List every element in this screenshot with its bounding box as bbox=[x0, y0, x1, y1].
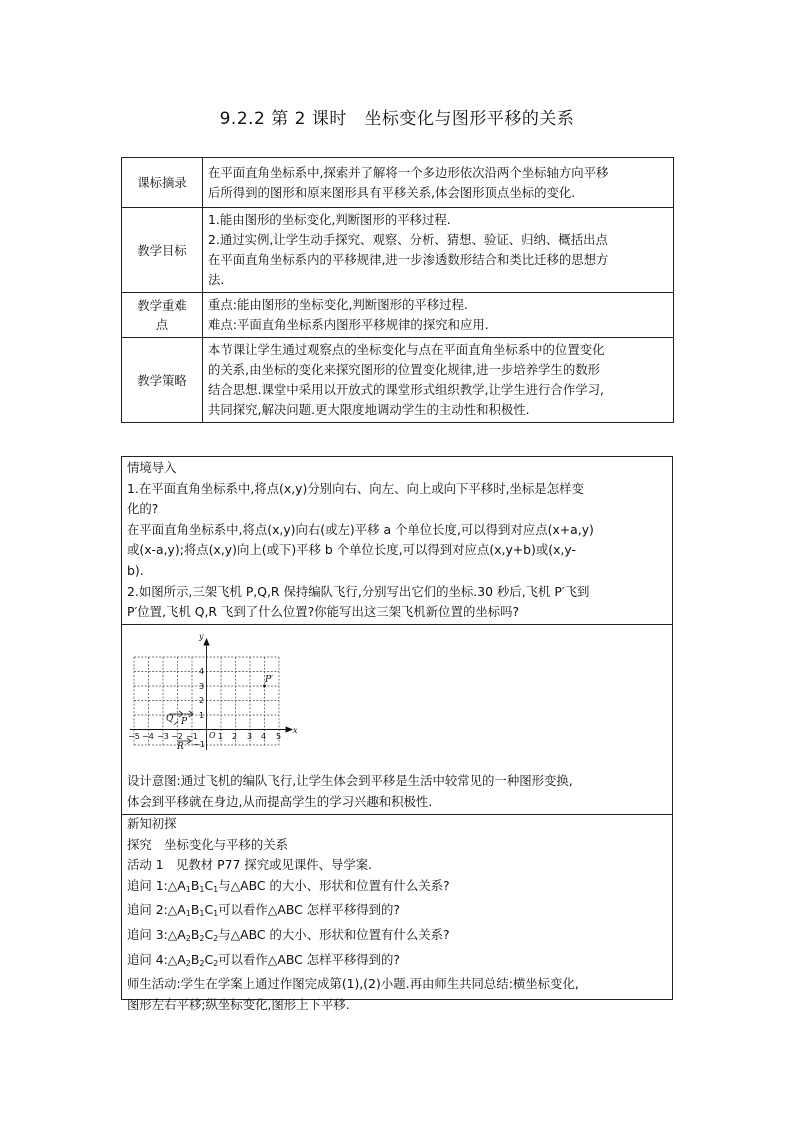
y-tick-label: 1 bbox=[199, 711, 205, 720]
coordinate-graph bbox=[126, 629, 308, 753]
row-label-objectives: 教学目标 bbox=[122, 208, 203, 293]
text-line: 2.如图所示,三架飞机 P,Q,R 保持编队飞行,分别写出它们的坐标.30 秒后,飞机 P′飞到 bbox=[127, 583, 590, 599]
explore-heading: 新知初探 bbox=[127, 816, 177, 831]
row-content-standard bbox=[203, 158, 674, 208]
subscript: 1 bbox=[185, 884, 191, 894]
text-line: 的关系,由坐标的变化来探究图形的位置变化规律,进一步培养学生的数形 bbox=[208, 362, 600, 377]
origin-label: O bbox=[209, 731, 216, 740]
divider bbox=[122, 624, 672, 625]
explore-subheading: 探究 坐标变化与平移的关系 bbox=[127, 836, 289, 852]
lesson-info-table bbox=[121, 157, 674, 423]
subscript: 2 bbox=[199, 933, 205, 943]
q-prefix: 追问 2: bbox=[127, 902, 168, 918]
text-line: 在平面直角坐标系中,将点(x,y)向右(或左)平移 a 个单位长度,可以得到对应点(x+a,y) bbox=[127, 521, 594, 537]
x-tick-label: −4 bbox=[142, 732, 154, 741]
point-label-p-prime: P′ bbox=[265, 675, 274, 685]
point-label-p: P bbox=[181, 717, 188, 727]
x-tick-label: 1 bbox=[218, 732, 224, 741]
row-label-standard: 课标摘录 bbox=[122, 158, 203, 208]
page-title: 9.2.2 第 2 课时 坐标变化与图形平移的关系 bbox=[219, 109, 575, 129]
y-tick-label: 2 bbox=[199, 696, 205, 705]
text-line: 化的? bbox=[127, 501, 159, 517]
text-line: 2.通过实例,让学生动手探究、观察、分析、猜想、验证、归纳、概括出点 bbox=[208, 232, 608, 247]
text-line: 1.能由图形的坐标变化,判断图形的平移过程. bbox=[208, 212, 451, 227]
question-2: 追问 $2:\triangle A_1B_1C_1$可以看作△ABC 怎样平移得到的? bbox=[127, 902, 401, 919]
text-line: 后所得到的图形和原来图形具有平移关系,体会图形顶点坐标的变化. bbox=[208, 184, 576, 200]
y-tick-label: 4 bbox=[199, 667, 205, 676]
text-line: 设计意图:通过飞机的编队飞行,让学生体会到平移是生活中较常见的一种图形变换, bbox=[127, 773, 573, 788]
x-tick-label: −3 bbox=[157, 732, 169, 741]
subscript: 1 bbox=[185, 909, 191, 919]
x-tick-label: −1 bbox=[186, 732, 198, 741]
point-p-prime-marker bbox=[263, 685, 266, 688]
intro-section bbox=[122, 458, 672, 623]
y-axis-label: y bbox=[199, 632, 204, 641]
text-line: 重点:能由图形的坐标变化,判断图形的平移过程. bbox=[208, 297, 468, 312]
text-line: P′位置,飞机 Q,R 飞到了什么位置?你能写出这三架飞机新位置的坐标吗? bbox=[127, 604, 520, 620]
x-tick-label: 2 bbox=[232, 732, 238, 741]
x-tick-label: −2 bbox=[171, 732, 183, 741]
lesson-process-box bbox=[121, 456, 673, 1012]
y-tick-label: 3 bbox=[199, 682, 205, 691]
text-line: 图形左右平移;纵坐标变化,图形上下平移. bbox=[127, 996, 350, 1012]
x-tick-label: −5 bbox=[128, 732, 140, 741]
text-line: 在平面直角坐标系中,探索并了解将一个多边形依次沿两个坐标轴方向平移 bbox=[208, 164, 609, 180]
explore-section bbox=[122, 814, 672, 1015]
subscript: 2 bbox=[185, 958, 191, 968]
subscript: 1 bbox=[199, 884, 205, 894]
subscript: 1 bbox=[199, 909, 205, 919]
subscript: 2 bbox=[213, 958, 219, 968]
q-prefix: 追问 3: bbox=[127, 926, 168, 942]
row-content-keypoints bbox=[203, 293, 674, 338]
intro-heading: 情境导入 bbox=[127, 460, 177, 475]
question-3: 追问 $3:\triangle A_2B_2C_2$与△ABC 的大小、形状和位置有什么关系? bbox=[127, 926, 450, 943]
point-label-r: R bbox=[177, 742, 184, 752]
q-text: 与△ABC 的大小、形状和位置有什么关系? bbox=[218, 926, 450, 942]
row-content-strategy bbox=[203, 338, 674, 423]
text-line: 结合思想.课堂中采用以开放式的课堂形式组织教学,让学生进行合作学习, bbox=[208, 382, 604, 397]
x-tick-label: 5 bbox=[276, 732, 282, 741]
text-line: 或(x-a,y);将点(x,y)向上(或下)平移 b 个单位长度,可以得到对应点(x,y+b)或(x,y- bbox=[127, 542, 576, 558]
subscript: 2 bbox=[199, 958, 205, 968]
row-label-strategy: 教学策略 bbox=[122, 338, 203, 423]
question-1: 追问 $1:\triangle A_1B_1C_1$与△ABC 的大小、形状和位置有什么关系? bbox=[127, 877, 450, 894]
text-line: 师生活动:学生在学案上通过作图完成第(1),(2)小题.再由师生共同总结:横坐标变化, bbox=[127, 976, 579, 992]
row-content-objectives bbox=[203, 208, 674, 293]
q-prefix: 追问 1: bbox=[127, 877, 168, 893]
point-label-q: Q bbox=[166, 714, 174, 724]
text-line: b). bbox=[127, 562, 144, 578]
subscript: 2 bbox=[185, 933, 191, 943]
x-tick-label: 3 bbox=[247, 732, 253, 741]
subscript: 1 bbox=[213, 884, 219, 894]
text-line: 共同探究,解决问题.更大限度地调动学生的主动性和积极性. bbox=[208, 402, 530, 417]
q-text: 可以看作△ABC 怎样平移得到的? bbox=[218, 902, 401, 918]
text-line: 本节课让学生通过观察点的坐标变化与点在平面直角坐标系中的位置变化 bbox=[208, 342, 605, 357]
text-line: 难点:平面直角坐标系内图形平移规律的探究和应用. bbox=[208, 317, 489, 332]
q-text: 可以看作△ABC 怎样平移得到的? bbox=[218, 951, 401, 967]
question-4: 追问 $4:\triangle A_2B_2C_2$可以看作△ABC 怎样平移得到的? bbox=[127, 951, 401, 968]
row-label-keypoints bbox=[122, 293, 203, 338]
text-line: 体会到平移就在身边,从而提高学生的学习兴趣和积极性. bbox=[127, 793, 433, 809]
x-tick-label: 4 bbox=[261, 732, 267, 741]
text-line: 在平面直角坐标系内的平移规律,进一步渗透数形结合和类比迁移的思想方 bbox=[208, 252, 609, 267]
q-prefix: 追问 4: bbox=[127, 951, 168, 967]
activity-line: 活动 1 见教材 P77 探究或见课件、导学案. bbox=[127, 857, 373, 873]
text-line: 1.在平面直角坐标系中,将点(x,y)分别向右、向左、向上或向下平移时,坐标是怎样变 bbox=[127, 480, 584, 496]
label-line: 教学重难 bbox=[137, 298, 187, 313]
x-axis-label: x bbox=[293, 726, 298, 735]
q-text: 与△ABC 的大小、形状和位置有什么关系? bbox=[218, 877, 450, 893]
y-tick-label: −1 bbox=[193, 740, 205, 749]
design-intent bbox=[122, 771, 672, 812]
label-line: 点 bbox=[155, 317, 169, 332]
subscript: 2 bbox=[213, 933, 219, 943]
text-line: 法. bbox=[208, 272, 225, 287]
subscript: 1 bbox=[213, 909, 219, 919]
